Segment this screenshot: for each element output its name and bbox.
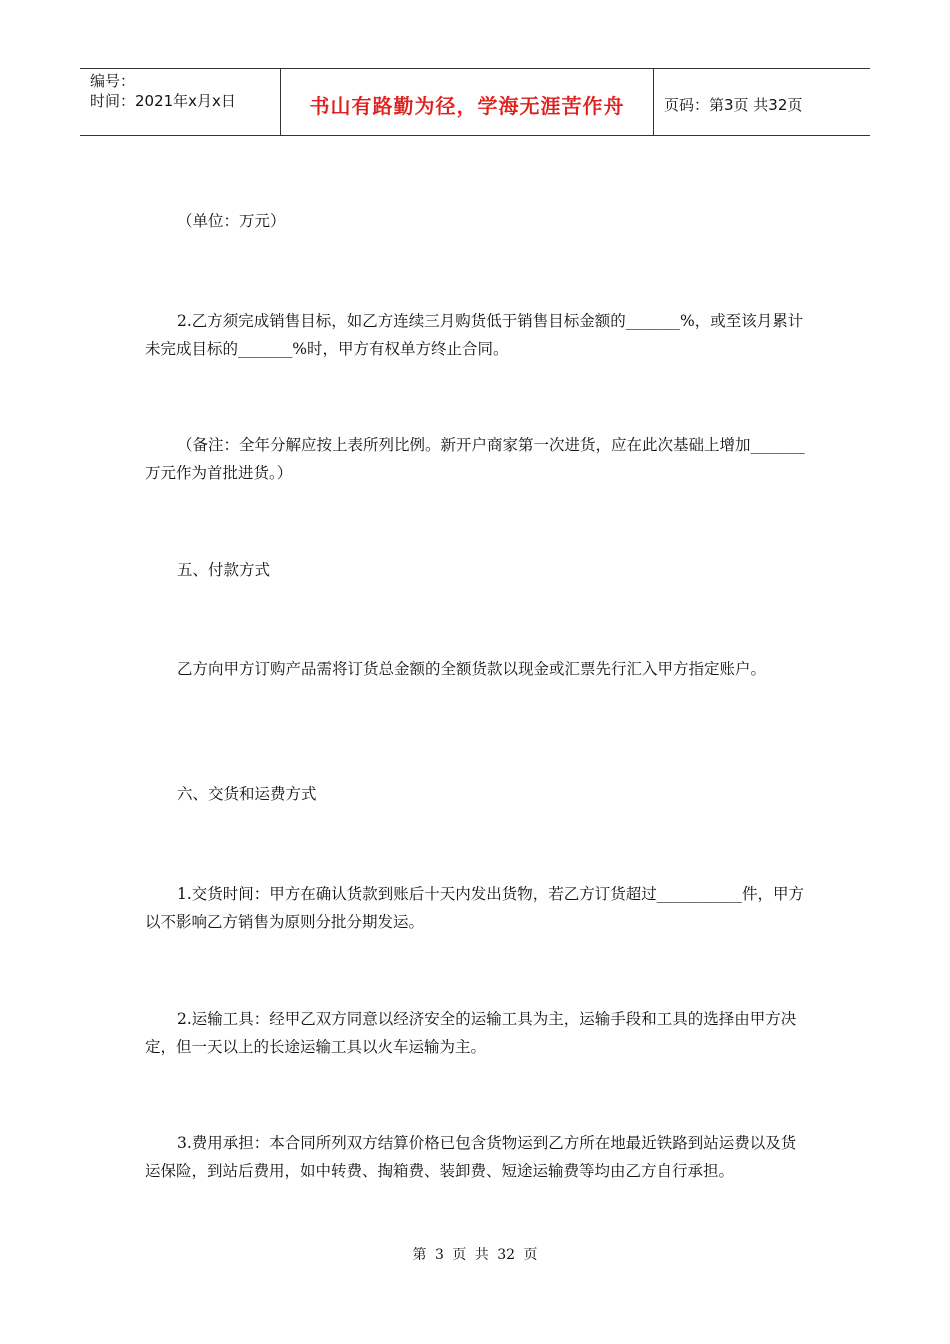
header-motto-cell [281, 69, 654, 135]
header-motto: 书山有路勤为径，学海无涯苦作舟 [309, 93, 625, 118]
document-number-label: 编号： [90, 72, 136, 90]
clause-cost: 3.费用承担：本合同所列双方结算价格已包含货物运到乙方所在地最近铁路到站运费以及货运保险，到站后费用，如中转费、掏箱费、装卸费、短途运输费等均由乙方自行承担。 [145, 1134, 797, 1180]
clause-transport: 2.运输工具：经甲乙双方同意以经济安全的运输工具为主，运输手段和工具的选择由甲方决定，但一天以上的长途运输工具以火车运输为主。 [145, 1010, 797, 1056]
clause-delivery-time: 1.交货时间：甲方在确认货款到账后十天内发出货物，若乙方订货超过___________件，甲方以不影响乙方销售为原则分批分期发运。 [145, 885, 805, 931]
document-date-label: 时间：2021年x月x日 [90, 92, 236, 110]
section-title-delivery: 六、交货和运费方式 [177, 785, 317, 803]
remark-note: （备注：全年分解应按上表所列比例。新开户商家第一次进货，应在此次基础上增加_______万元作为首批进货。） [145, 436, 805, 482]
header-page-cell [654, 69, 870, 135]
page-footer: 第 3 页 共 32 页 [412, 1247, 538, 1263]
clause-sales-target: 2.乙方须完成销售目标，如乙方连续三月购货低于销售目标金额的_______%，或至该月累计未完成目标的_______%时，甲方有权单方终止合同。 [145, 312, 804, 358]
header-meta [80, 69, 281, 135]
unit-note: （单位：万元） [177, 212, 286, 230]
document-header [80, 68, 870, 136]
clause-payment: 乙方向甲方订购产品需将订货总金额的全额货款以现金或汇票先行汇入甲方指定账户。 [177, 660, 767, 678]
section-title-payment: 五、付款方式 [177, 561, 271, 579]
header-page-label: 页码：第3页 共32页 [664, 95, 803, 114]
